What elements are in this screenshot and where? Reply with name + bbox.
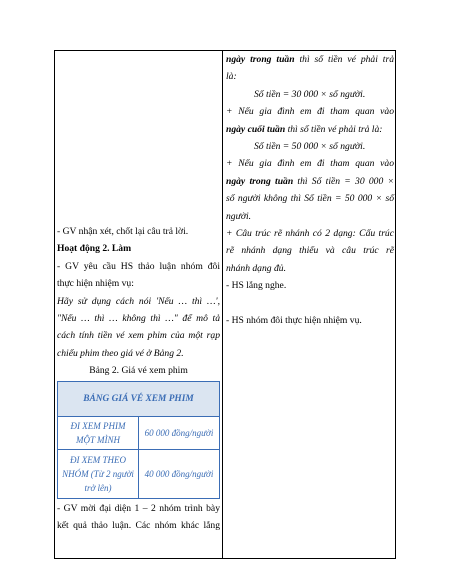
answer-line: nhánh dạng đủ. xyxy=(226,262,286,274)
lesson-table xyxy=(54,50,396,559)
text-span: thì số tiền vé phải trả là: xyxy=(285,123,383,135)
price-table xyxy=(57,381,220,499)
activity-title: Hoạt động 2. Làm xyxy=(57,243,132,255)
formula-line: Số tiền = 30 000 × số người. xyxy=(254,88,366,100)
spacer-line xyxy=(226,295,394,312)
price-value: 40 000 đồng/người xyxy=(139,449,220,498)
task-line: "Nếu … thì … không thì …" để mô tả xyxy=(57,313,220,325)
formula-line: Số tiền = 50 000 × số người. xyxy=(254,141,366,153)
bold-phrase: ngày trong tuần xyxy=(226,175,294,187)
bold-phrase: ngày trong tuần xyxy=(226,54,295,65)
price-label: ĐI XEM PHIM MỘT MÌNH xyxy=(58,416,139,449)
text-line: - HS nhóm đôi thực hiện nhiệm vụ. xyxy=(226,315,362,327)
text-span: thì số tiền vé phải trả xyxy=(294,54,395,65)
text-line: - GV mời đại diện 1 – 2 nhóm trình bày xyxy=(57,502,220,514)
teacher-column xyxy=(57,223,220,534)
text-line: - GV yêu cầu HS thảo luận nhóm đôi xyxy=(57,260,220,272)
task-line: cách tính tiền vé xem phim của một rạp xyxy=(57,330,220,342)
price-value: 60 000 đồng/người xyxy=(139,416,220,449)
text-line: thực hiện nhiệm vụ: xyxy=(57,278,134,290)
price-table-header: BẢNG GIÁ VÉ XEM PHIM xyxy=(58,381,220,416)
answer-line: người. xyxy=(226,210,252,222)
text-line: - GV nhận xét, chốt lại câu trả lời. xyxy=(57,226,189,237)
answer-line xyxy=(226,51,394,68)
answer-line: số người không thì Số tiền = 50 000 × số xyxy=(226,193,394,205)
table-row xyxy=(58,449,220,498)
answer-line xyxy=(226,173,394,190)
text-line: kết quả thảo luận. Các nhóm khác lắng xyxy=(57,520,220,532)
task-line: Hãy sử dụng cách nói 'Nếu … thì …', xyxy=(57,295,220,307)
student-column xyxy=(226,51,394,330)
answer-line: + Nếu gia đình em đi tham quan vào xyxy=(226,158,394,170)
price-label: ĐI XEM THEO NHÓM (Từ 2 người trở lên) xyxy=(58,449,139,498)
answer-line: rẽ nhánh dạng thiếu và câu trúc rẽ xyxy=(226,245,394,257)
column-divider xyxy=(222,51,223,558)
answer-line: + Câu trúc rẽ nhánh có 2 dạng: Cấu trúc xyxy=(226,228,394,240)
table-row xyxy=(58,416,220,449)
answer-line: là: xyxy=(226,71,237,83)
answer-line: + Nếu gia đình em đi tham quan vào xyxy=(226,106,394,118)
text-line: - HS lắng nghe. xyxy=(226,280,287,292)
answer-line xyxy=(226,121,394,138)
task-line: chiếu phim theo giá vé ở Bảng 2. xyxy=(57,347,184,359)
bold-phrase: ngày cuối tuần xyxy=(226,123,286,135)
text-span: thì Số tiền = 30 000 × xyxy=(293,175,394,187)
table-caption: Bảng 2. Giá vé xem phim xyxy=(89,365,188,377)
